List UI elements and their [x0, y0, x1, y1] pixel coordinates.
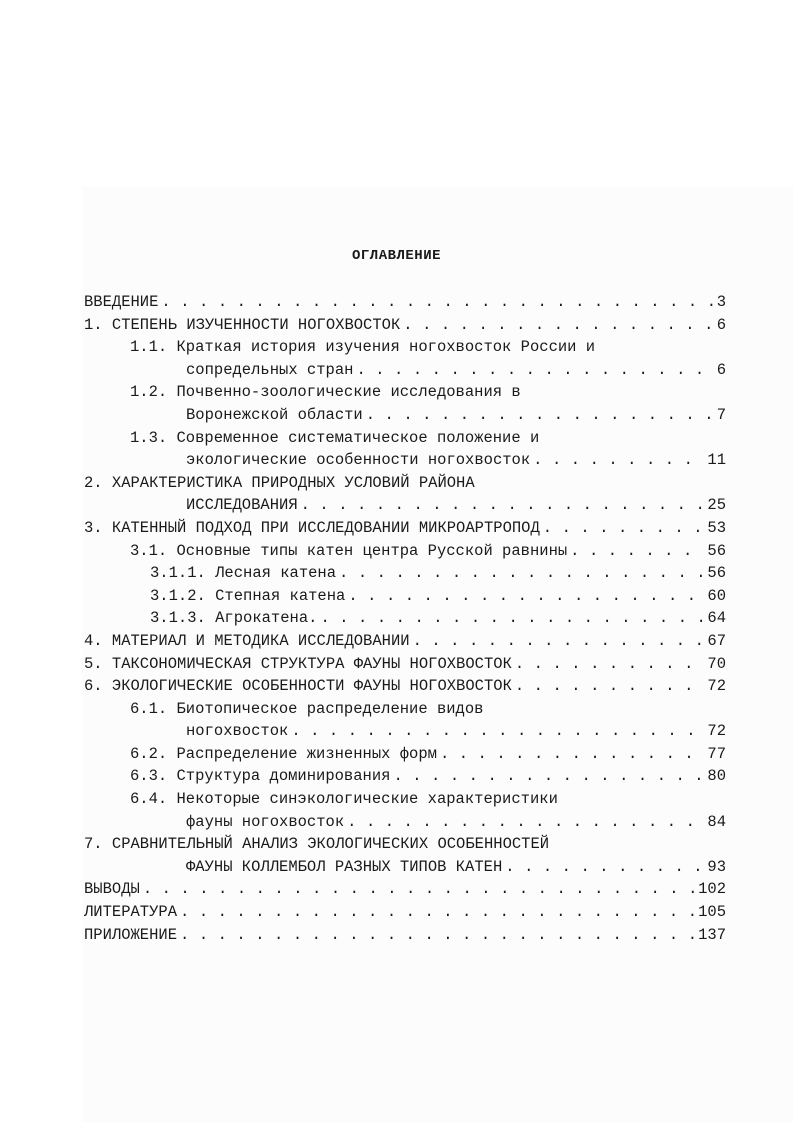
toc-page-number: 102 — [698, 880, 726, 899]
toc-entry-chapter-7 — [84, 856, 726, 879]
toc-page-number: 137 — [698, 925, 726, 944]
toc-entry-chapter-1 — [84, 314, 726, 337]
toc-page-number: 105 — [698, 903, 726, 922]
toc-entry-1-2-line1: 1.2. Почвенно-зоологические исследования в — [130, 383, 521, 402]
toc-entry-conclusions — [84, 878, 726, 901]
toc-entry-text: ногохвосток — [186, 722, 289, 741]
dot-leader — [180, 924, 695, 947]
dot-leader — [347, 811, 704, 834]
dot-leader — [403, 314, 713, 337]
table-of-contents — [84, 291, 726, 946]
toc-page-number: 3 — [716, 293, 726, 311]
toc-entry-6-1-line1: 6.1. Биотопическое распределение видов — [130, 699, 484, 718]
toc-entry-chapter-6 — [84, 675, 726, 698]
toc-page-number: 64 — [707, 609, 726, 628]
toc-entry-chapter-2-line1: 2. ХАРАКТЕРИСТИКА ПРИРОДНЫХ УСЛОВИЙ РАЙОНА — [84, 473, 475, 492]
toc-entry-text: 6.2. Распределение жизненных форм — [130, 744, 437, 763]
dot-leader — [570, 540, 704, 563]
toc-page-number: 56 — [707, 541, 726, 560]
toc-page-number: 11 — [707, 451, 726, 470]
toc-entry-text: 3.1. Основные типы катен центра Русской равнины — [130, 541, 568, 560]
toc-entry-chapter-3 — [84, 517, 726, 540]
dot-leader — [413, 630, 705, 653]
page-title: ОГЛАВЛЕНИЕ — [351, 248, 441, 264]
toc-entry-text: ВЫВОДЫ — [84, 880, 140, 899]
toc-entry-text: 3.1.1. Лесная катена — [150, 564, 337, 583]
toc-page-number: 93 — [707, 857, 726, 876]
dot-leader — [301, 494, 705, 517]
toc-entry-3-1-3 — [84, 607, 726, 630]
toc-entry-chapter-5 — [84, 653, 726, 676]
toc-entry-text: 3.1.3. Агрокатена. — [150, 609, 318, 628]
toc-entry-3-1-1 — [84, 562, 726, 585]
dot-leader — [161, 291, 713, 314]
dot-leader — [515, 653, 705, 676]
dot-leader — [320, 607, 704, 630]
dot-leader — [515, 675, 705, 698]
toc-entry-6-4 — [84, 811, 726, 834]
toc-entry-appendix — [84, 924, 726, 947]
toc-page-number: 6 — [716, 315, 726, 334]
toc-entry-introduction — [84, 291, 726, 314]
toc-page-number: 56 — [707, 564, 726, 583]
dot-leader — [366, 404, 714, 427]
toc-entry-text: 6. ЭКОЛОГИЧЕСКИЕ ОСОБЕННОСТИ ФАУНЫ НОГОХВОСТОК — [84, 677, 512, 696]
toc-entry-text: 3. КАТЕННЫЙ ПОДХОД ПРИ ИССЛЕДОВАНИИ МИКРОАРТРОПОД — [84, 518, 540, 537]
toc-entry-text: 4. МАТЕРИАЛ И МЕТОДИКА ИССЛЕДОВАНИИ — [84, 631, 410, 650]
toc-entry-chapter-2 — [84, 494, 726, 517]
toc-page-number: 6 — [716, 360, 726, 379]
toc-entry-text: Воронежской области — [186, 405, 363, 424]
toc-page-number: 67 — [707, 631, 726, 650]
dot-leader — [180, 901, 695, 924]
toc-entry-1-2 — [84, 404, 726, 427]
dot-leader — [440, 743, 704, 766]
dot-leader — [505, 856, 704, 879]
toc-entry-6-4-line1: 6.4. Некоторые синэкологические характеристики — [130, 790, 558, 809]
toc-entry-1-3-line1: 1.3. Современное систематическое положение и — [130, 428, 540, 447]
toc-page-number: 25 — [707, 496, 726, 515]
dot-leader — [291, 720, 704, 743]
toc-entry-1-1 — [84, 359, 726, 382]
dot-leader — [533, 449, 704, 472]
toc-entry-3-1 — [84, 540, 726, 563]
toc-entry-1-1-line1: 1.1. Краткая история изучения ногохвосток России и — [130, 338, 596, 357]
toc-page-number: 84 — [707, 812, 726, 831]
toc-entry-chapter-4 — [84, 630, 726, 653]
toc-entry-1-3 — [84, 449, 726, 472]
toc-entry-chapter-7-line1: 7. СРАВНИТЕЛЬНЫЙ АНАЛИЗ ЭКОЛОГИЧЕСКИХ ОСОБЕННОСТЕЙ — [84, 835, 550, 854]
dot-leader — [356, 359, 713, 382]
toc-entry-text: ПРИЛОЖЕНИЕ — [84, 925, 178, 944]
toc-entry-text: ЛИТЕРАТУРА — [84, 903, 178, 922]
toc-entry-text: ВВЕДЕНИЕ — [84, 293, 159, 311]
toc-page-number: 70 — [707, 654, 726, 673]
toc-entry-3-1-2 — [84, 585, 726, 608]
toc-entry-text: экологические особенности ногохвосток — [186, 451, 531, 470]
toc-entry-6-1 — [84, 720, 726, 743]
toc-entry-text: 3.1.2. Степная катена — [150, 586, 346, 605]
dot-leader — [143, 878, 695, 901]
toc-entry-text: 6.3. Структура доминирования — [130, 767, 391, 786]
toc-page-number: 7 — [716, 405, 726, 424]
toc-entry-6-2 — [84, 743, 726, 766]
toc-entry-text: ИССЛЕДОВАНИЯ — [186, 496, 298, 515]
dot-leader — [348, 585, 704, 608]
toc-page-number: 53 — [707, 518, 726, 537]
toc-entry-text: фауны ногохвосток — [186, 812, 345, 831]
toc-page-number: 72 — [707, 677, 726, 696]
toc-entry-text: 5. ТАКСОНОМИЧЕСКАЯ СТРУКТУРА ФАУНЫ НОГОХВОСТОК — [84, 654, 512, 673]
dot-leader — [543, 517, 705, 540]
toc-entry-text: 1. СТЕПЕНЬ ИЗУЧЕННОСТИ НОГОХВОСТОК — [84, 315, 401, 334]
dot-leader — [339, 562, 704, 585]
toc-page-number: 77 — [707, 744, 726, 763]
toc-entry-6-3 — [84, 765, 726, 788]
toc-entry-text: ФАУНЫ КОЛЛЕМБОЛ РАЗНЫХ ТИПОВ КАТЕН — [186, 857, 503, 876]
toc-entry-text: сопредельных стран — [186, 360, 354, 379]
dot-leader — [393, 765, 704, 788]
toc-page-number: 60 — [707, 586, 726, 605]
toc-entry-literature — [84, 901, 726, 924]
toc-page-number: 80 — [707, 767, 726, 786]
toc-page-number: 72 — [707, 722, 726, 741]
